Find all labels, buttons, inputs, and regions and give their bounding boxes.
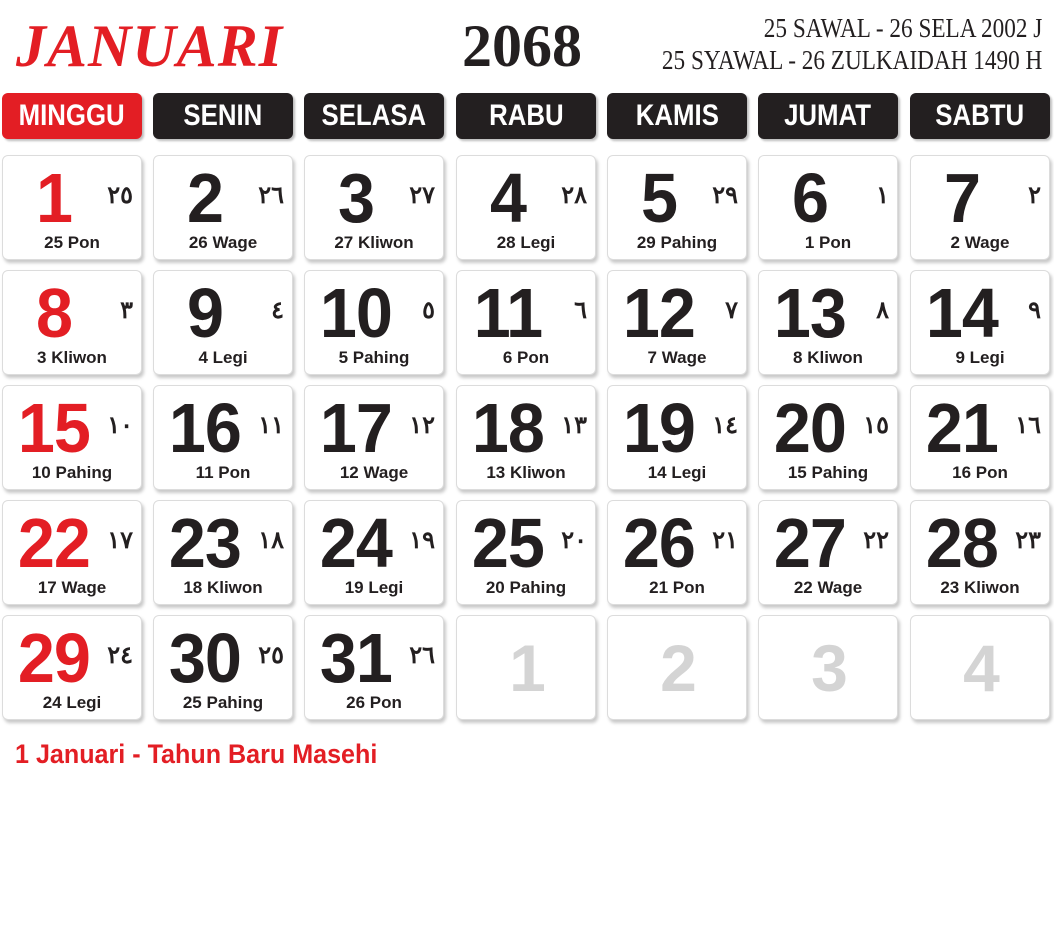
date-number-text: 18 xyxy=(471,389,545,467)
date-number-text: 10 xyxy=(319,274,393,352)
date-number-text: 1 xyxy=(35,159,73,237)
date-number xyxy=(763,273,857,353)
date-number-text: 20 xyxy=(773,389,847,467)
pasaran-label: 21 Pon xyxy=(649,578,705,597)
hijri-date: ١٦ xyxy=(1015,412,1041,439)
date-number xyxy=(7,503,101,583)
next-month-date: 2 xyxy=(660,631,696,705)
date-number xyxy=(612,388,706,468)
date-number-text: 30 xyxy=(168,619,242,697)
hijri-date: ٢٠ xyxy=(561,527,587,554)
date-number-text: 25 xyxy=(471,504,545,582)
date-cell xyxy=(304,615,444,720)
date-number-text: 5 xyxy=(640,159,678,237)
date-cell xyxy=(153,385,293,490)
date-number xyxy=(309,158,403,238)
date-number-text: 15 xyxy=(17,389,91,467)
pasaran-label: 28 Legi xyxy=(496,233,556,252)
next-month-date: 1 xyxy=(509,631,545,705)
date-cell xyxy=(153,500,293,605)
hijri-date: ١٧ xyxy=(107,527,133,554)
hijri-date: ٣ xyxy=(120,297,133,324)
date-number xyxy=(309,273,403,353)
date-cell xyxy=(304,155,444,260)
date-cell xyxy=(910,385,1050,490)
hijri-date: ٢٣ xyxy=(1015,527,1041,554)
date-number xyxy=(612,158,706,238)
date-number-text: 13 xyxy=(773,274,847,352)
date-cell xyxy=(910,270,1050,375)
date-number-text: 2 xyxy=(186,159,224,237)
date-number xyxy=(158,273,252,353)
date-number-text: 31 xyxy=(319,619,393,697)
hijri-date: ٢٦ xyxy=(409,642,435,669)
date-number-text: 8 xyxy=(35,274,73,352)
pasaran-label: 18 Kliwon xyxy=(183,578,263,597)
date-number xyxy=(7,273,101,353)
date-cell xyxy=(153,270,293,375)
date-cell xyxy=(607,155,747,260)
pasaran-label: 24 Legi xyxy=(42,693,102,712)
date-number xyxy=(915,503,1009,583)
pasaran-label: 10 Pahing xyxy=(31,463,113,482)
next-month-date: 4 xyxy=(963,631,999,705)
pasaran-label: 2 Wage xyxy=(950,233,1010,252)
pasaran-label: 27 Kliwon xyxy=(334,233,414,252)
hijri-date: ٢٥ xyxy=(258,642,284,669)
hijri-date: ٤ xyxy=(271,297,284,324)
date-number-text: 17 xyxy=(319,389,393,467)
date-cell xyxy=(2,155,142,260)
date-cell xyxy=(607,270,747,375)
date-number-text: 11 xyxy=(473,274,543,352)
date-number-text: 21 xyxy=(925,389,999,467)
date-number-text: 3 xyxy=(337,159,375,237)
date-cell xyxy=(456,500,596,605)
javanese-range: 25 SAWAL - 26 SELA 2002 J xyxy=(763,13,1042,43)
date-number xyxy=(309,388,403,468)
next-month-cell xyxy=(456,615,596,720)
pasaran-label: 12 Wage xyxy=(339,463,409,482)
hijri-date: ١٨ xyxy=(258,527,284,554)
date-cell xyxy=(758,385,898,490)
pasaran-label: 3 Kliwon xyxy=(37,348,107,367)
date-number xyxy=(309,618,403,698)
hijri-date: ٧ xyxy=(725,297,738,324)
date-number-text: 12 xyxy=(622,274,696,352)
date-number-text: 23 xyxy=(168,504,242,582)
date-cell xyxy=(910,500,1050,605)
date-cell xyxy=(456,385,596,490)
date-cell xyxy=(2,615,142,720)
date-cell xyxy=(910,155,1050,260)
pasaran-label: 22 Wage xyxy=(793,578,863,597)
pasaran-label: 29 Pahing xyxy=(636,233,718,252)
pasaran-label: 25 Pon xyxy=(44,233,100,252)
hijri-date: ١٩ xyxy=(409,527,435,554)
date-cell xyxy=(304,270,444,375)
hijri-date: ٢٩ xyxy=(712,182,738,209)
pasaran-label: 13 Kliwon xyxy=(486,463,566,482)
date-cell xyxy=(2,385,142,490)
date-number xyxy=(763,503,857,583)
date-cell xyxy=(758,155,898,260)
hijri-date: ٥ xyxy=(422,297,435,324)
pasaran-label: 7 Wage xyxy=(647,348,707,367)
date-number xyxy=(612,273,706,353)
pasaran-label: 16 Pon xyxy=(952,463,1008,482)
pasaran-label: 11 Pon xyxy=(195,463,251,482)
date-cell xyxy=(456,270,596,375)
next-month-cell xyxy=(607,615,747,720)
date-cell xyxy=(2,270,142,375)
date-number-text: 27 xyxy=(773,504,847,582)
pasaran-label: 4 Legi xyxy=(198,348,248,367)
pasaran-label: 6 Pon xyxy=(502,348,550,367)
hijri-date: ٢٥ xyxy=(107,182,133,209)
hijri-date: ٨ xyxy=(876,297,889,324)
date-number xyxy=(7,388,101,468)
date-cell xyxy=(456,155,596,260)
date-number xyxy=(915,388,1009,468)
hijri-date: ١٣ xyxy=(561,412,587,439)
pasaran-label: 1 Pon xyxy=(804,233,852,252)
weekday-label: KAMIS xyxy=(635,99,719,132)
date-number-text: 4 xyxy=(489,159,527,237)
pasaran-label: 17 Wage xyxy=(37,578,107,597)
date-cell xyxy=(304,500,444,605)
month-title: JANUARI xyxy=(16,13,284,79)
hijri-date: ٢٤ xyxy=(107,642,133,669)
pasaran-label: 14 Legi xyxy=(647,463,707,482)
weekday-label: MINGGU xyxy=(18,99,126,132)
hijri-date: ١٠ xyxy=(107,412,133,439)
date-number xyxy=(158,158,252,238)
date-number xyxy=(461,158,555,238)
holiday-note-text: 1 Januari - Tahun Baru Masehi xyxy=(15,739,378,769)
date-number xyxy=(461,388,555,468)
pasaran-label: 26 Pon xyxy=(346,693,402,712)
hijri-range: 25 SYAWAL - 26 ZULKAIDAH 1490 H xyxy=(661,45,1042,75)
date-cell xyxy=(304,385,444,490)
year-title: 2068 xyxy=(462,13,582,79)
pasaran-label: 20 Pahing xyxy=(485,578,567,597)
date-number xyxy=(461,273,555,353)
weekday-label: SELASA xyxy=(321,99,427,132)
date-cell xyxy=(153,155,293,260)
date-cell xyxy=(758,500,898,605)
hijri-date: ٢٧ xyxy=(409,182,435,209)
date-number-text: 16 xyxy=(168,389,242,467)
hijri-date: ٢ xyxy=(1028,182,1041,209)
next-month-date: 3 xyxy=(811,631,847,705)
hijri-date: ١٢ xyxy=(409,412,435,439)
pasaran-label: 19 Legi xyxy=(344,578,404,597)
holiday-note xyxy=(15,737,405,771)
date-number xyxy=(915,158,1009,238)
pasaran-label: 8 Kliwon xyxy=(793,348,863,367)
date-number xyxy=(612,503,706,583)
hijri-date: ١٤ xyxy=(712,412,738,439)
hijri-date: ٢٦ xyxy=(258,182,284,209)
date-number xyxy=(763,158,857,238)
date-number-text: 9 xyxy=(186,274,224,352)
date-number-text: 24 xyxy=(319,504,393,582)
date-number xyxy=(7,158,101,238)
hijri-date: ٢١ xyxy=(712,527,738,554)
date-number xyxy=(309,503,403,583)
pasaran-label: 23 Kliwon xyxy=(940,578,1020,597)
date-cell xyxy=(2,500,142,605)
hijri-date: ٢٢ xyxy=(863,527,889,554)
pasaran-label: 15 Pahing xyxy=(787,463,869,482)
date-number xyxy=(7,618,101,698)
pasaran-label: 9 Legi xyxy=(955,348,1005,367)
date-number xyxy=(461,503,555,583)
date-number xyxy=(158,388,252,468)
hijri-date: ٩ xyxy=(1028,297,1041,324)
hijri-date: ١ xyxy=(876,182,889,209)
date-number xyxy=(763,388,857,468)
weekday-label: SABTU xyxy=(935,99,1025,132)
date-number-text: 19 xyxy=(622,389,696,467)
next-month-cell xyxy=(910,615,1050,720)
next-month-cell xyxy=(758,615,898,720)
hijri-date: ١٥ xyxy=(863,412,889,439)
date-number-text: 28 xyxy=(925,504,999,582)
date-number-text: 14 xyxy=(925,274,999,352)
date-cell xyxy=(758,270,898,375)
hijri-date: ٢٨ xyxy=(561,182,587,209)
weekday-label: RABU xyxy=(488,99,564,132)
date-cell xyxy=(607,500,747,605)
date-number-text: 29 xyxy=(17,619,91,697)
date-number-text: 6 xyxy=(791,159,829,237)
date-number xyxy=(915,273,1009,353)
pasaran-label: 5 Pahing xyxy=(338,348,410,367)
hijri-date: ٦ xyxy=(574,297,587,324)
date-cell xyxy=(607,385,747,490)
weekday-label: SENIN xyxy=(183,99,263,132)
date-number xyxy=(158,503,252,583)
weekday-label: JUMAT xyxy=(784,99,872,132)
date-number xyxy=(158,618,252,698)
hijri-date: ١١ xyxy=(258,412,284,439)
date-cell xyxy=(153,615,293,720)
date-number-text: 26 xyxy=(622,504,696,582)
date-number-text: 7 xyxy=(943,159,981,237)
pasaran-label: 26 Wage xyxy=(188,233,258,252)
pasaran-label: 25 Pahing xyxy=(182,693,264,712)
date-number-text: 22 xyxy=(17,504,91,582)
